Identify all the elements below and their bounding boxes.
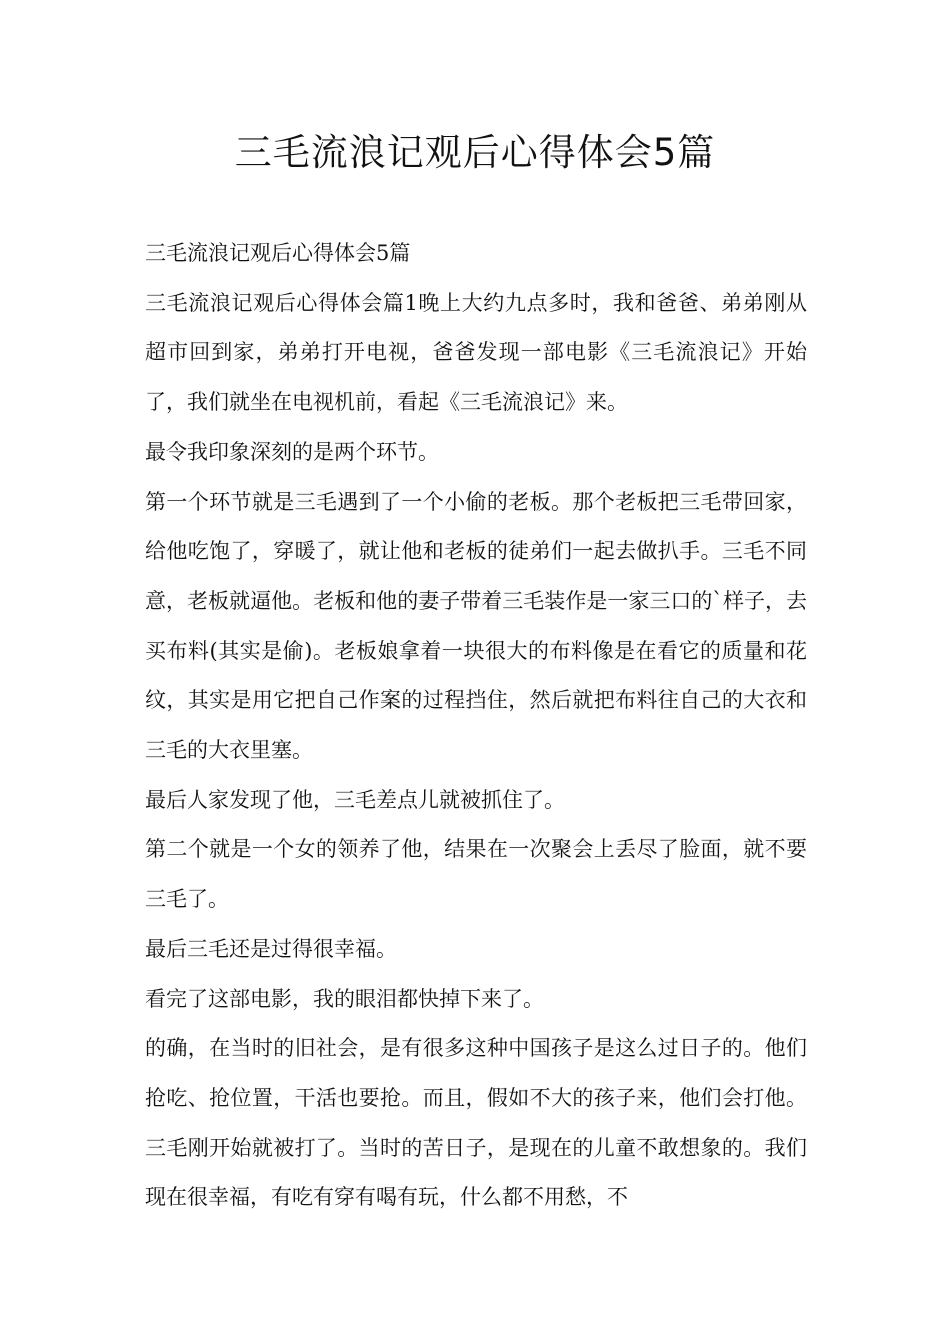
paragraph: 第一个环节就是三毛遇到了一个小偷的老板。那个老板把三毛带回家，给他吃饱了，穿暖了，就让他和老板的徒弟们一起去做扒手。三毛不同意，老板就逼他。老板和他的妻子带着三毛装作是一家三口的`样子，去买布料(其实是偷)。老板娘拿着一块很大的布料像是在看它的质量和花纹，其实是用它把自己作案的过程挡住，然后就把布料往自己的大衣和三毛的大衣里塞。 [145, 489, 807, 763]
paragraph: 最后三毛还是过得很幸福。 [145, 936, 397, 961]
paragraph: 三毛流浪记观后心得体会篇1晚上大约九点多时，我和爸爸、弟弟刚从超市回到家，弟弟打开电视，爸爸发现一部电影《三毛流浪记》开始了，我们就坐在电视机前，看起《三毛流浪记》来。 [145, 290, 807, 415]
paragraph: 三毛流浪记观后心得体会5篇 [145, 241, 411, 265]
paragraph: 第二个就是一个女的领养了他，结果在一次聚会上丢尽了脸面，就不要三毛了。 [145, 837, 807, 912]
document-body [145, 229, 807, 1223]
document-title: 三毛流浪记观后心得体会5篇 [234, 131, 716, 174]
paragraph: 的确，在当时的旧社会，是有很多这种中国孩子是这么过日子的。他们抢吃、抢位置，干活也要抢。而且，假如不大的孩子来，他们会打他。三毛刚开始就被打了。当时的苦日子，是现在的儿童不敢想象的。我们现在很幸福，有吃有穿有喝有玩，什么都不用愁，不 [145, 1036, 807, 1210]
paragraph: 最后人家发现了他，三毛差点儿就被抓住了。 [145, 787, 565, 812]
paragraph: 最令我印象深刻的是两个环节。 [145, 439, 439, 464]
paragraph: 看完了这部电影，我的眼泪都快掉下来了。 [145, 986, 544, 1011]
